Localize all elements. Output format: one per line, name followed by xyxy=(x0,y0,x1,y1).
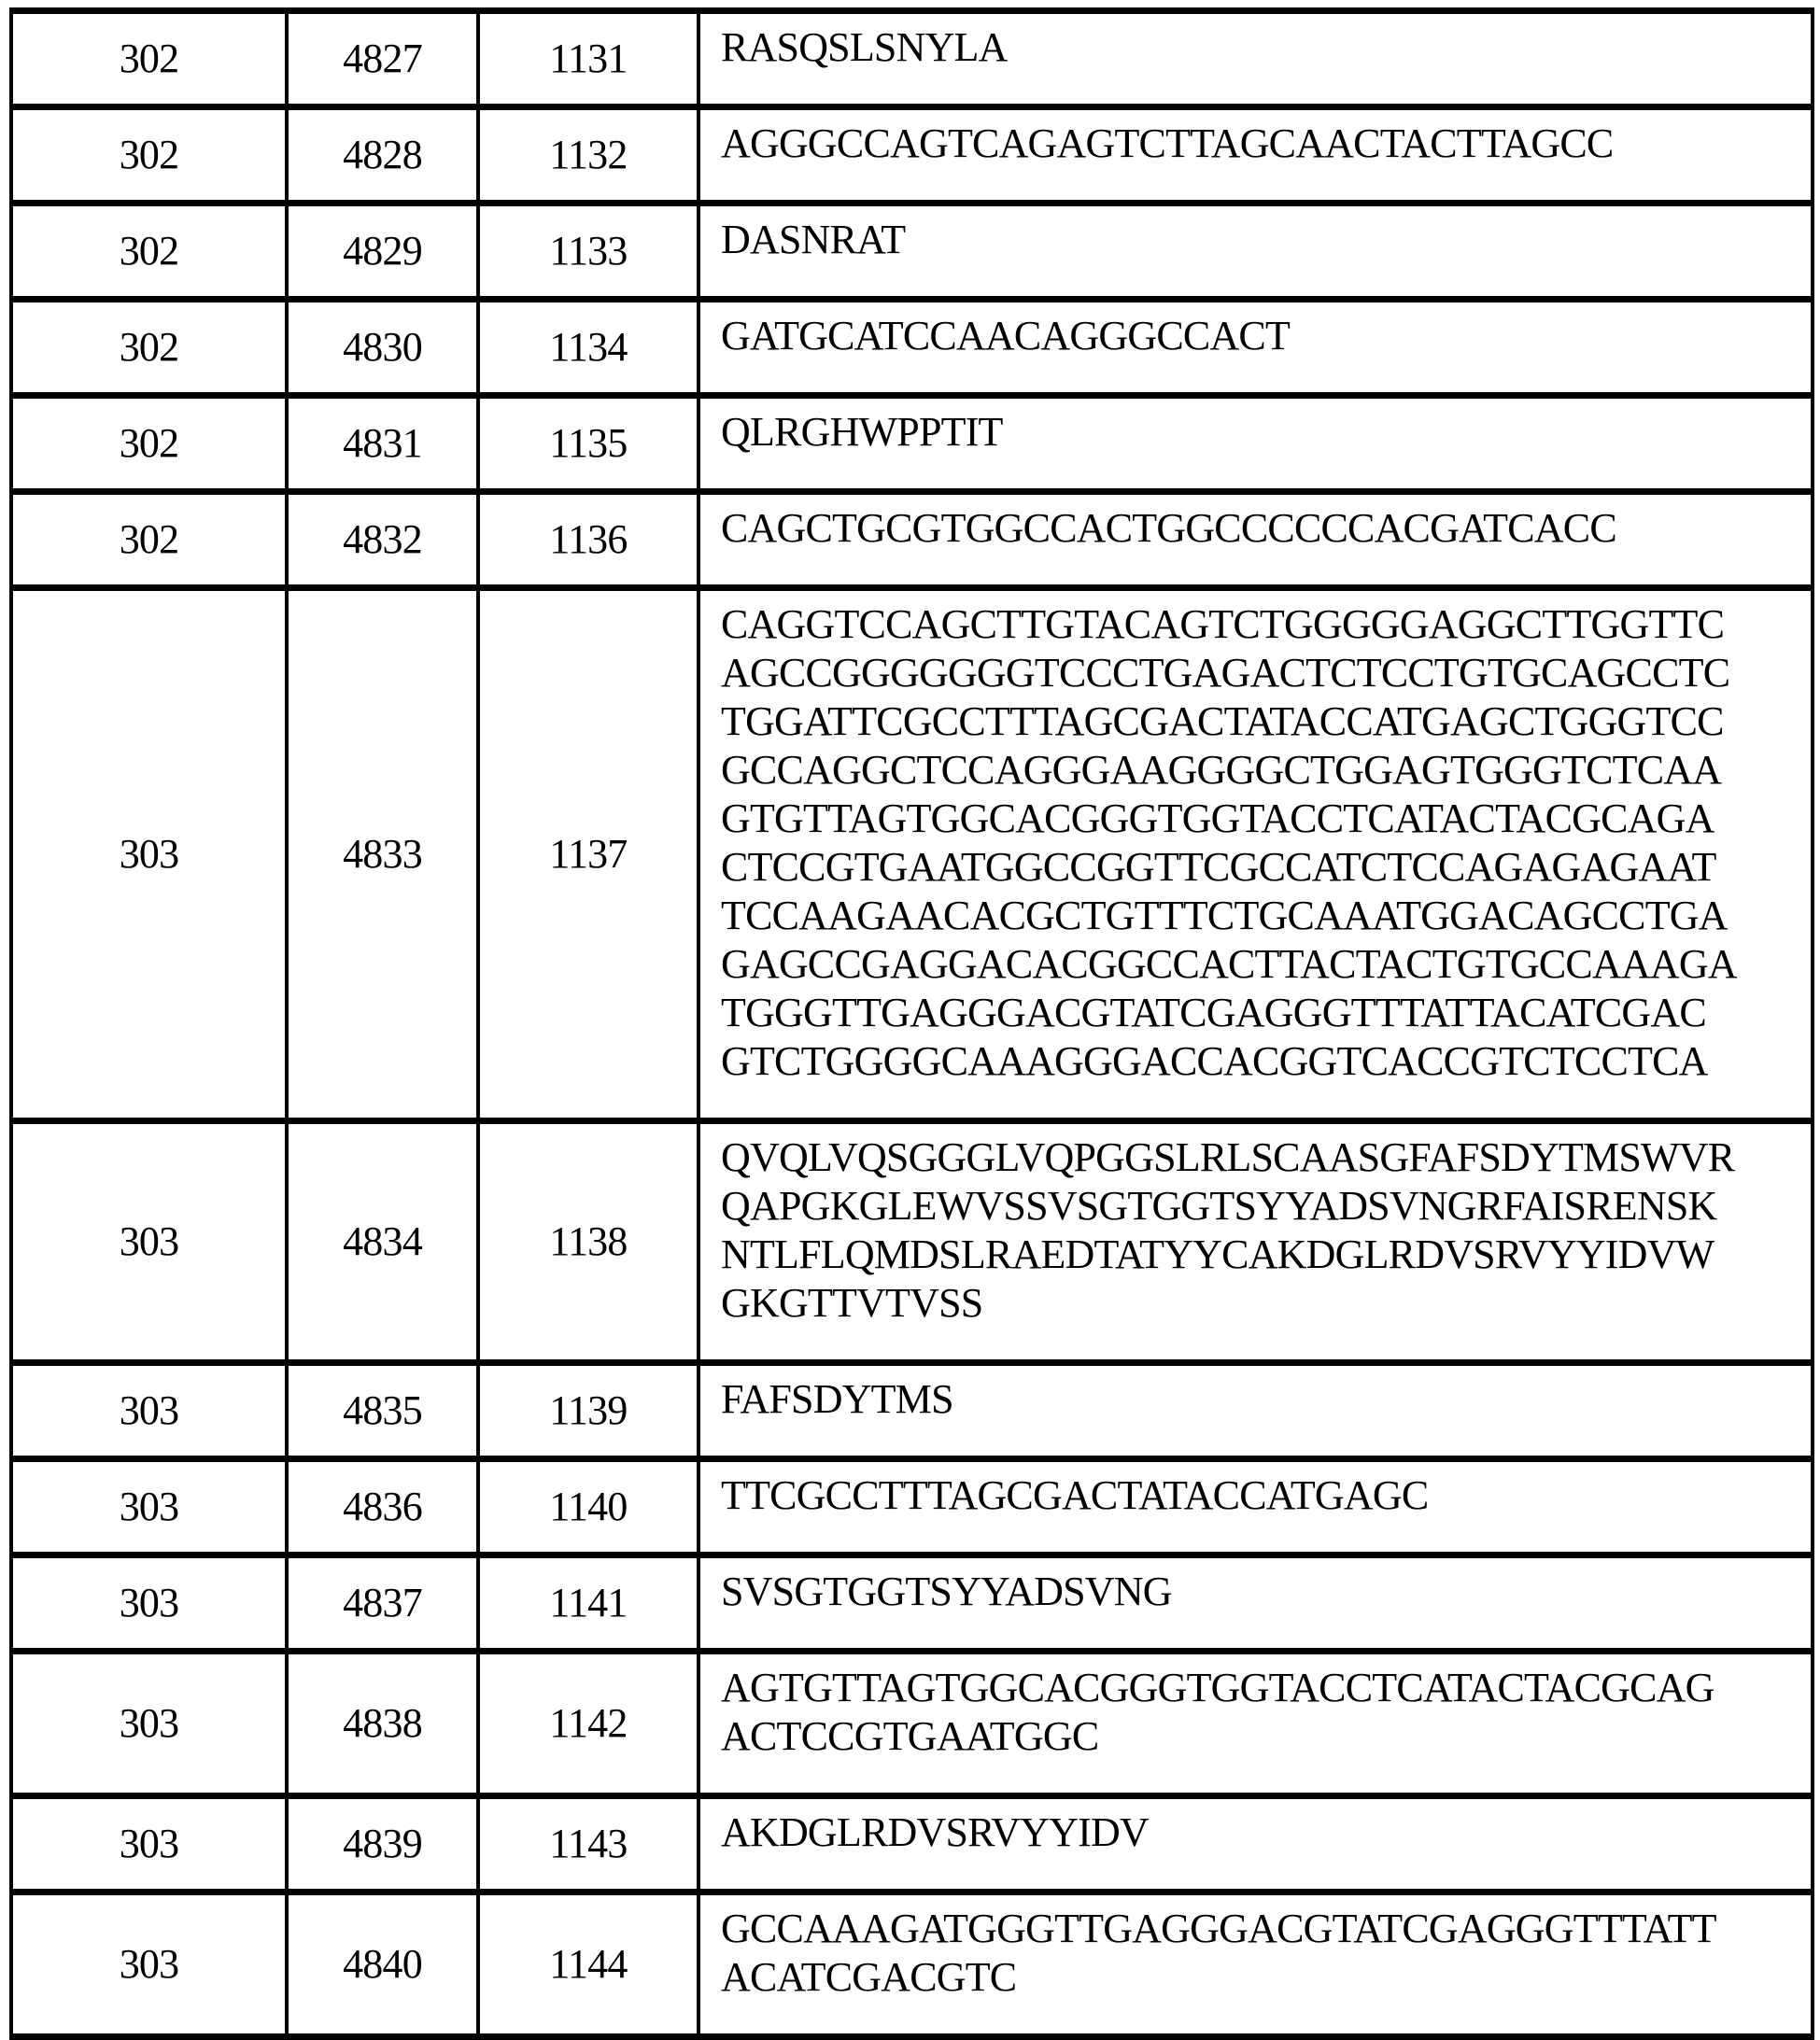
sequence-counter-cell: 4831 xyxy=(287,396,478,492)
sequence-counter-cell: 4840 xyxy=(287,1892,478,2037)
group-number-cell: 303 xyxy=(119,1484,179,1529)
group-number-cell: 302 xyxy=(119,132,179,177)
table-row xyxy=(11,588,1813,1121)
seq-id-cell: 1139 xyxy=(478,1363,698,1459)
table-row xyxy=(11,107,1813,204)
group-number-cell: 303 xyxy=(119,1387,179,1433)
sequence-text-cell: FAFSDYTMS xyxy=(698,1363,1813,1459)
seq-id-cell: 1136 xyxy=(478,492,698,588)
table-row xyxy=(11,1796,1813,1892)
table-row xyxy=(11,1459,1813,1555)
sequence-text-cell: QVQLVQSGGGLVQPGGSLRLSCAASGFAFSDYTMSWVR QAPGKGLEWVSSVSGTGGTSYYADSVNGRFAISRENSK NTLFLQMDSLRAEDTATYYCAKDGLRDVSRVYYIDVW GKGTTVTVSS xyxy=(698,1121,1813,1363)
sequence-counter-cell: 4830 xyxy=(287,300,478,396)
sequence-counter-cell: 4837 xyxy=(287,1555,478,1652)
group-number-cell: 303 xyxy=(119,1218,179,1264)
seq-id-cell: 1143 xyxy=(478,1796,698,1892)
seq-id-cell: 1138 xyxy=(478,1121,698,1363)
sequence-counter-cell: 4829 xyxy=(287,204,478,300)
table-row xyxy=(11,1555,1813,1652)
sequence-counter-cell: 4839 xyxy=(287,1796,478,1892)
sequence-text-cell: GCCAAAGATGGGTTGAGGGACGTATCGAGGGTTTATT ACATCGACGTC xyxy=(698,1892,1813,2037)
sequence-counter-cell: 4827 xyxy=(287,11,478,107)
sequence-counter-cell: 4838 xyxy=(287,1652,478,1796)
sequence-counter-cell: 4835 xyxy=(287,1363,478,1459)
sequence-text-cell: DASNRAT xyxy=(698,204,1813,300)
group-number-cell: 303 xyxy=(119,831,179,877)
seq-id-cell: 1142 xyxy=(478,1652,698,1796)
table-row xyxy=(11,11,1813,107)
seq-id-cell: 1133 xyxy=(478,204,698,300)
table-row xyxy=(11,300,1813,396)
table-row xyxy=(11,1121,1813,1363)
sequence-listing-table xyxy=(9,7,1814,2040)
seq-id-cell: 1137 xyxy=(478,588,698,1121)
group-number-cell: 303 xyxy=(119,1821,179,1866)
sequence-text-cell: QLRGHWPPTIT xyxy=(698,396,1813,492)
sequence-text-cell: GATGCATCCAACAGGGCCACT xyxy=(698,300,1813,396)
seq-id-cell: 1141 xyxy=(478,1555,698,1652)
seq-id-cell: 1131 xyxy=(478,11,698,107)
table-row xyxy=(11,396,1813,492)
group-number-cell: 302 xyxy=(119,35,179,81)
group-number-cell: 302 xyxy=(119,228,179,274)
table-row xyxy=(11,204,1813,300)
sequence-text-cell: TTCGCCTTTAGCGACTATACCATGAGC xyxy=(698,1459,1813,1555)
group-number-cell: 303 xyxy=(119,1580,179,1625)
table-row xyxy=(11,1363,1813,1459)
sequence-text-cell: AGGGCCAGTCAGAGTCTTAGCAACTACTTAGCC xyxy=(698,107,1813,204)
table-row xyxy=(11,1892,1813,2037)
seq-id-cell: 1132 xyxy=(478,107,698,204)
seq-id-cell: 1140 xyxy=(478,1459,698,1555)
sequence-counter-cell: 4836 xyxy=(287,1459,478,1555)
group-number-cell: 302 xyxy=(119,420,179,466)
sequence-counter-cell: 4834 xyxy=(287,1121,478,1363)
table-row xyxy=(11,1652,1813,1796)
seq-id-cell: 1144 xyxy=(478,1892,698,2037)
group-number-cell: 303 xyxy=(119,1700,179,1746)
seq-id-cell: 1135 xyxy=(478,396,698,492)
group-number-cell: 302 xyxy=(119,516,179,562)
sequence-counter-cell: 4833 xyxy=(287,588,478,1121)
sequence-text-cell: AGTGTTAGTGGCACGGGTGGTACCTCATACTACGCAG ACTCCGTGAATGGC xyxy=(698,1652,1813,1796)
sequence-counter-cell: 4828 xyxy=(287,107,478,204)
seq-id-cell: 1134 xyxy=(478,300,698,396)
group-number-cell: 303 xyxy=(119,1941,179,1987)
sequence-text-cell: CAGCTGCGTGGCCACTGGCCCCCCACGATCACC xyxy=(698,492,1813,588)
sequence-counter-cell: 4832 xyxy=(287,492,478,588)
sequence-text-cell: AKDGLRDVSRVYYIDV xyxy=(698,1796,1813,1892)
group-number-cell: 302 xyxy=(119,324,179,370)
sequence-text-cell: SVSGTGGTSYYADSVNG xyxy=(698,1555,1813,1652)
sequence-text-cell: CAGGTCCAGCTTGTACAGTCTGGGGGAGGCTTGGTTC AGCCGGGGGGGTCCCTGAGACTCTCCTGTGCAGCCTC TGGATTCGCCTTTAGCGACTATACCATGAGCTGGGTCC GCCAGGCTCCAGGGAAGGGGCTGGAGTGGGTCTCAA GTGTTAGTGGCACGGGTGGTACCTCATACTACGCAGA CTCCGTGAATGGCCGGTTCGCCATCTCCAGAGAGAAT TCCAAGAACACGCTGTTTCTGCAAATGGACAGCCTGA GAGCCGAGGACACGGCCACTTACTACTGTGCCAAAGA TGGGTTGAGGGACGTATCGAGGGTTTATTACATCGAC GTCTGGGGCAAAGGGACCACGGTCACCGTCTCCTCA xyxy=(698,588,1813,1121)
sequence-text-cell: RASQSLSNYLA xyxy=(698,11,1813,107)
table-row xyxy=(11,492,1813,588)
